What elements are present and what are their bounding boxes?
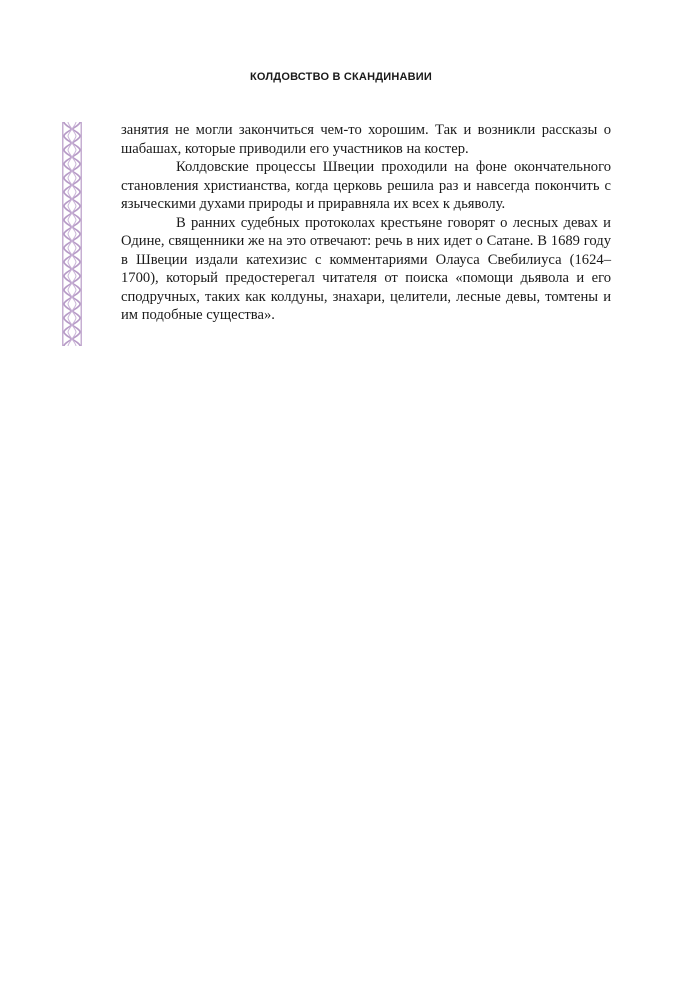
running-title: КОЛДОВСТВО В СКАНДИНАВИИ: [249, 71, 433, 83]
paragraph-2: Колдовские процессы Швеции проходили на фоне окончательного становления христианства, когда церковь решила раз и навсегда покончить с языческими духами природы и приравняла их всех к дьяволу.: [121, 159, 611, 212]
paragraph-1: занятия не могли закончиться чем-то хорошим. Так и возникли рассказы о шабашах, которые приводили его участников на костер.: [121, 122, 611, 157]
body-text: [121, 121, 611, 325]
paragraph-3: В ранних судебных протоколах крестьяне говорят о лесных девах и Одине, священники же на это отвечают: речь в них идет о Сатане. В 1689 году в Швеции издали катехизис с комментариями Олауса Свебилиуса (1624–1700), который предостерегал читателя от поиска «помощи дьявола и его сподручных, таких как колдуны, знахари, целители, лесные девы, томтены и им подобные существа».: [121, 214, 611, 323]
celtic-knot-border-icon: [62, 122, 82, 346]
